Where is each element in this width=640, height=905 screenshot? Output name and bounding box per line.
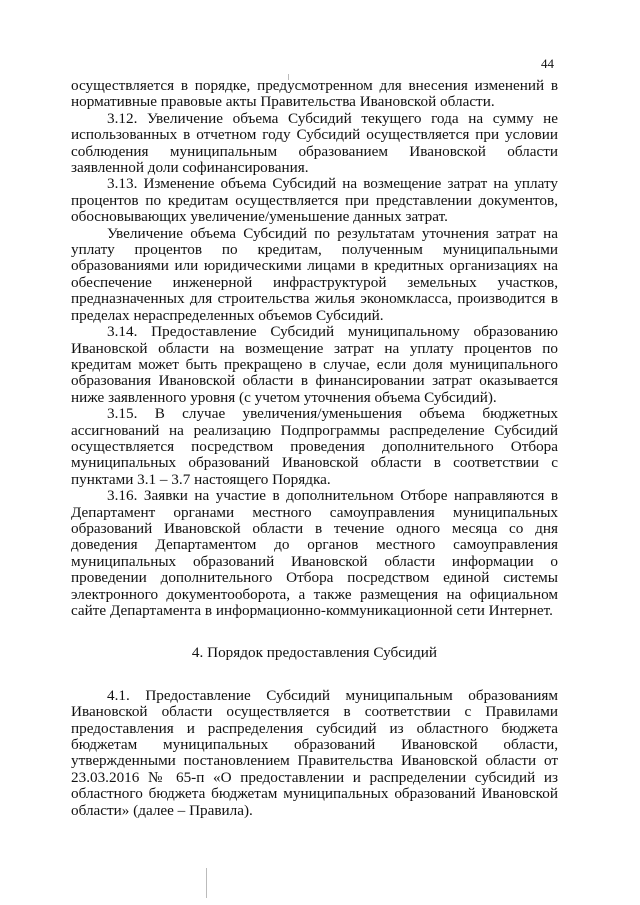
page-number: 44 <box>541 56 554 71</box>
section-heading: 4. Порядок предоставления Субсидий <box>191 644 438 662</box>
paragraph-3-16: 3.16. Заявки на участие в дополнительном Отборе направляются в Департамент органами местного самоуправления муниципальных образований Ивановской области в течение одного месяца со дня доведения Департаментом до органов местного самоуправления муниципальных образований Ивановской области информации о проведении дополнительного Отбора посредством единой системы электронного документооборота, а также размещения на официальном сайте Департамента в информационно-коммуникационной сети Интернет. <box>71 487 558 619</box>
paragraph-4-1: 4.1. Предоставление Субсидий муниципальным образованиям Ивановской области осуществляется в соответствии с Правилами предоставления и распределения субсидий из областного бюджета бюджетам муниципальных образований Ивановской области, утвержденными постановлением Правительства Ивановской области от 23.03.2016 № 65-п «О предоставлении и распределении субсидий из областного бюджета бюджетам муниципальных образований Ивановской области» (далее – Правила). <box>71 686 558 819</box>
paragraph-continuation: осуществляется в порядке, предусмотренном для внесения изменений в нормативные правовые акты Правительства Ивановской области. <box>71 77 558 111</box>
paragraph-3-13-increase: Увеличение объема Субсидий по результатам уточнения затрат на уплату процентов по кредитам, полученным муниципальными образованиями или юридическими лицами в кредитных организациях на обеспечение инженерной инфраструктурой земельных участков, предназначенных для строительства жилья экономкласса, производится в пределах нераспределенных объемов Субсидий. <box>71 224 558 324</box>
document-body <box>71 78 558 819</box>
paragraph-3-14: 3.14. Предоставление Субсидий муниципальному образованию Ивановской области на возмещение затрат на уплату процентов по кредитам может быть прекращено в случае, если доля муниципального образования Ивановской области в финансировании затрат оказывается ниже заявленного уровня (с учетом уточнения объема Субсидий). <box>71 323 558 406</box>
paragraph-3-13: 3.13. Изменение объема Субсидий на возмещение затрат на уплату процентов по кредитам осуществляется при представлении документов, обосновывающих увеличение/уменьшение данных затрат. <box>71 175 558 226</box>
scan-mark <box>206 868 207 898</box>
paragraph-3-12: 3.12. Увеличение объема Субсидий текущего года на сумму не использованных в отчетном году Субсидий осуществляется при условии соблюдения муниципальным образованием Ивановской области заявленной доли софинансирования. <box>71 109 558 177</box>
paragraph-3-15: 3.15. В случае увеличения/уменьшения объема бюджетных ассигнований на реализацию Подпрограммы распределение Субсидий осуществляется посредством проведения дополнительного Отбора муниципальных образований Ивановской области в соответствии с пунктами 3.1 – 3.7 настоящего Порядка. <box>71 405 558 488</box>
